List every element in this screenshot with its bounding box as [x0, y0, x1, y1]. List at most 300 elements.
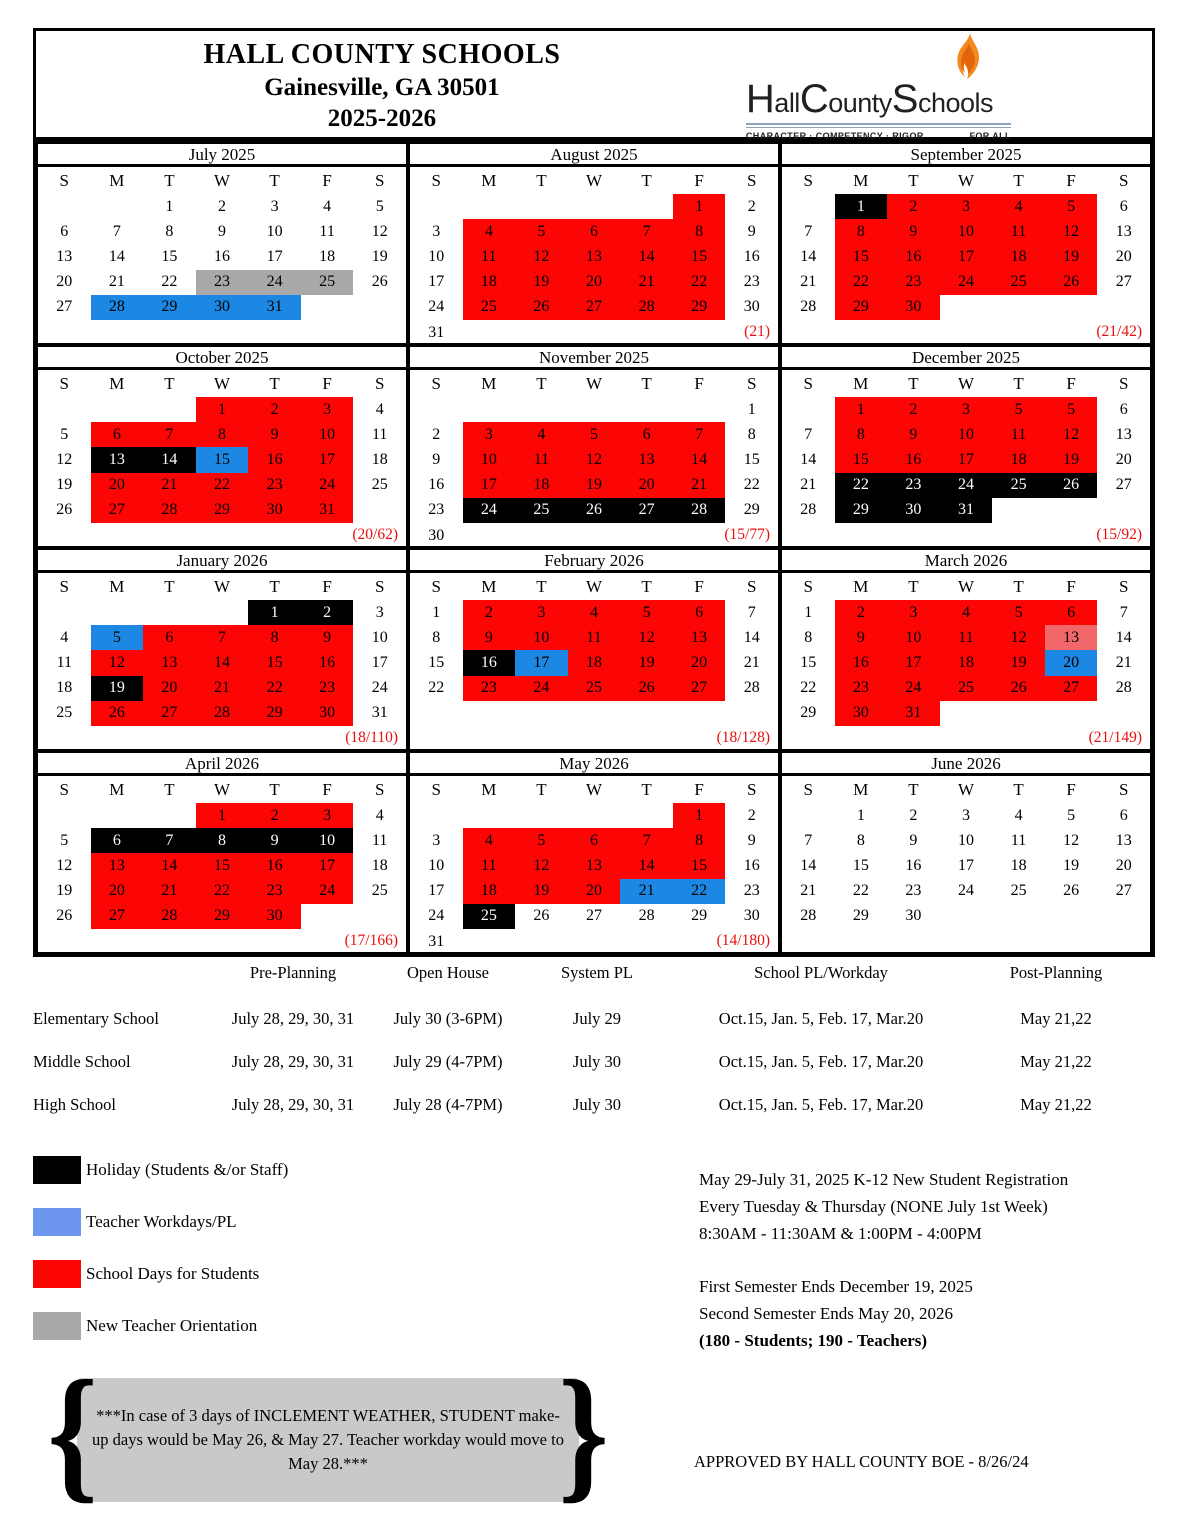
day-cell: 14 — [108, 247, 125, 265]
day-cell: 7 — [1119, 603, 1128, 621]
weekday-label: T — [1013, 780, 1024, 799]
day-cell: 28 — [800, 501, 817, 519]
day-grid — [38, 194, 406, 345]
day-cell: 20 — [568, 270, 621, 295]
day-cell: 16 — [213, 247, 230, 265]
day-cell — [835, 523, 888, 548]
day-cell: 19 — [91, 676, 144, 701]
day-cell: 24 — [301, 473, 354, 498]
day-cell: 18 — [940, 650, 993, 675]
day-cell — [515, 803, 568, 828]
day-cell: 22 — [196, 473, 249, 498]
legend-color-swatch — [33, 1208, 81, 1236]
day-cell: 19 — [1045, 244, 1098, 269]
day-cell — [463, 701, 516, 726]
month-panel-october-2025 — [36, 345, 408, 548]
day-cell: 15 — [673, 244, 726, 269]
day-cell: 30 — [905, 907, 922, 925]
inclement-weather-callout — [47, 1350, 609, 1517]
day-cell — [992, 904, 1045, 929]
schedule-column-header: School PL/Workday — [754, 963, 888, 982]
day-cell — [1045, 929, 1098, 954]
day-cell: 28 — [620, 295, 673, 320]
day-cell: 21 — [143, 879, 196, 904]
day-cell: 3 — [301, 397, 354, 422]
day-cell — [673, 701, 726, 726]
day-cell: 13 — [1115, 831, 1132, 849]
day-cell: 1 — [856, 806, 865, 824]
day-cell: 13 — [91, 447, 144, 472]
day-cell — [143, 600, 196, 625]
weekday-label: S — [1118, 577, 1129, 596]
day-cell: 31 — [887, 701, 940, 726]
logo-tagline: CHARACTER · COMPETENCY · RIGOR — [745, 131, 924, 141]
day-cell — [673, 320, 726, 345]
day-cell: 15 — [196, 853, 249, 878]
day-cell: 8 — [165, 222, 174, 240]
day-cell: 13 — [1115, 222, 1132, 240]
schedule-cell: Oct.15, Jan. 5, Feb. 17, Mar.20 — [718, 1008, 924, 1028]
weekday-label: T — [164, 577, 175, 596]
day-cell: 21 — [1115, 653, 1132, 671]
day-grid — [782, 803, 1150, 954]
day-totals-note: (180 - Students; 190 - Teachers) — [699, 1331, 928, 1350]
day-cell: 3 — [961, 806, 970, 824]
day-cell — [620, 803, 673, 828]
day-cell: 28 — [143, 498, 196, 523]
day-cell: 19 — [515, 270, 568, 295]
school-day-count: (21/42) — [1096, 323, 1142, 340]
weekday-header-row — [38, 370, 406, 397]
day-cell: 21 — [108, 273, 125, 291]
day-cell — [782, 929, 835, 954]
weekday-label: T — [1013, 577, 1024, 596]
day-cell: 15 — [428, 653, 445, 671]
day-cell — [887, 320, 940, 345]
day-cell: 27 — [56, 298, 73, 316]
day-cell — [940, 904, 993, 929]
schedule-row-label: High School — [33, 1094, 116, 1114]
day-cell — [835, 320, 888, 345]
day-cell: 29 — [835, 498, 888, 523]
school-day-count: (21) — [744, 323, 770, 340]
day-cell: 20 — [1045, 650, 1098, 675]
day-cell: 16 — [887, 447, 940, 472]
day-cell: 1 — [673, 194, 726, 219]
day-cell — [1045, 498, 1098, 523]
day-cell: 20 — [56, 273, 73, 291]
month-panel-january-2026 — [36, 548, 408, 751]
day-cell: 8 — [856, 831, 865, 849]
day-cell — [992, 726, 1045, 751]
day-cell: 28 — [91, 295, 144, 320]
day-cell: 29 — [196, 498, 249, 523]
schedule-cell: May 21,22 — [1020, 1008, 1092, 1028]
day-cell: 14 — [800, 450, 817, 468]
day-cell: 10 — [463, 447, 516, 472]
day-cell — [353, 904, 406, 929]
day-cell — [992, 523, 1045, 548]
day-cell: 12 — [371, 222, 388, 240]
day-cell: 21 — [800, 476, 817, 494]
day-cell: 15 — [673, 853, 726, 878]
day-cell: 12 — [56, 450, 73, 468]
month-title: November 2025 — [410, 347, 778, 370]
day-cell: 18 — [319, 247, 336, 265]
day-cell: 17 — [428, 882, 445, 900]
day-cell — [673, 397, 726, 422]
month-title: June 2026 — [782, 753, 1150, 776]
weekday-label: T — [536, 374, 547, 393]
day-cell: 3 — [432, 831, 441, 849]
day-cell: 16 — [743, 247, 760, 265]
weekday-label: F — [1066, 577, 1076, 596]
day-cell — [143, 803, 196, 828]
day-cell: 29 — [743, 501, 760, 519]
day-cell — [515, 726, 568, 751]
day-cell: 2 — [301, 600, 354, 625]
day-cell: 22 — [673, 270, 726, 295]
day-cell — [196, 523, 249, 548]
day-cell: 30 — [428, 526, 445, 544]
day-cell: 19 — [620, 650, 673, 675]
day-cell: 6 — [60, 222, 69, 240]
day-cell — [1097, 498, 1150, 523]
day-cell — [515, 194, 568, 219]
day-cell: 11 — [463, 853, 516, 878]
day-cell: 16 — [428, 476, 445, 494]
weekday-label: F — [1066, 374, 1076, 393]
day-cell: 6 — [568, 828, 621, 853]
day-cell: 5 — [568, 422, 621, 447]
day-cell: 24 — [940, 473, 993, 498]
day-cell: 19 — [56, 882, 73, 900]
day-cell: 4 — [568, 600, 621, 625]
day-cell — [568, 929, 621, 954]
weekday-label: F — [1066, 171, 1076, 190]
weekday-label: M — [109, 374, 125, 393]
day-cell: 6 — [1119, 806, 1128, 824]
month-title: January 2026 — [38, 550, 406, 573]
weekday-label: F — [322, 577, 332, 596]
day-cell: 21 — [620, 879, 673, 904]
day-cell — [515, 701, 568, 726]
weekday-header-row — [782, 573, 1150, 600]
day-cell: 26 — [533, 907, 550, 925]
day-cell: 21 — [800, 273, 817, 291]
day-cell: 27 — [1115, 273, 1132, 291]
day-cell — [38, 600, 91, 625]
school-day-count: (15/92) — [1096, 526, 1142, 543]
day-cell: 20 — [568, 879, 621, 904]
weekday-label: M — [481, 374, 497, 393]
weekday-label: F — [322, 780, 332, 799]
day-cell: 2 — [835, 600, 888, 625]
day-cell — [248, 320, 301, 345]
day-cell: 17 — [301, 853, 354, 878]
day-cell: 23 — [248, 879, 301, 904]
day-cell — [782, 726, 835, 751]
day-cell: 28 — [673, 498, 726, 523]
day-cell: 16 — [905, 856, 922, 874]
day-cell: 3 — [940, 194, 993, 219]
day-cell: 7 — [112, 222, 121, 240]
district-address: Gainesville, GA 30501 — [264, 74, 500, 101]
day-cell: 7 — [143, 422, 196, 447]
day-cell: 18 — [371, 450, 388, 468]
schedule-column-header: Pre-Planning — [249, 963, 337, 982]
day-cell: 19 — [56, 476, 73, 494]
day-cell — [568, 523, 621, 548]
weekday-label: F — [694, 577, 704, 596]
day-cell — [568, 803, 621, 828]
day-cell: 25 — [463, 295, 516, 320]
day-cell: 14 — [800, 247, 817, 265]
day-cell: 2 — [248, 397, 301, 422]
day-cell: 9 — [887, 219, 940, 244]
day-cell: 8 — [673, 828, 726, 853]
day-cell: 4 — [1014, 806, 1023, 824]
day-cell: 27 — [568, 295, 621, 320]
day-cell: 7 — [804, 831, 813, 849]
day-cell: 13 — [143, 650, 196, 675]
day-cell — [38, 194, 91, 219]
day-cell: 30 — [301, 701, 354, 726]
day-cell: 12 — [56, 856, 73, 874]
day-cell: 27 — [143, 701, 196, 726]
weekday-header-row — [410, 167, 778, 194]
day-cell — [782, 397, 835, 422]
day-cell — [620, 726, 673, 751]
day-cell: 9 — [301, 625, 354, 650]
day-cell — [782, 803, 835, 828]
day-cell — [463, 397, 516, 422]
day-cell: 18 — [56, 679, 73, 697]
schedule-column-header: Open House — [406, 963, 490, 982]
weekday-label: F — [694, 780, 704, 799]
day-cell: 11 — [940, 625, 993, 650]
day-cell: 23 — [743, 273, 760, 291]
day-cell: 22 — [428, 679, 445, 697]
day-cell — [248, 523, 301, 548]
weekday-label: M — [109, 577, 125, 596]
day-cell: 30 — [248, 498, 301, 523]
weekday-label: F — [1066, 780, 1076, 799]
day-cell — [782, 320, 835, 345]
school-day-count: (17/166) — [344, 932, 398, 949]
legend-item — [33, 1260, 663, 1288]
day-cell: 24 — [515, 676, 568, 701]
day-cell: 14 — [743, 628, 760, 646]
month-title: August 2025 — [410, 144, 778, 167]
day-cell: 10 — [515, 625, 568, 650]
day-cell: 9 — [248, 422, 301, 447]
day-cell: 5 — [60, 425, 69, 443]
day-cell — [410, 726, 463, 751]
day-cell — [1097, 295, 1150, 320]
weekday-label: T — [269, 780, 280, 799]
day-cell: 1 — [747, 400, 756, 418]
day-cell: 16 — [887, 244, 940, 269]
day-cell: 26 — [1045, 270, 1098, 295]
day-cell: 11 — [463, 244, 516, 269]
day-cell: 18 — [463, 270, 516, 295]
month-title: May 2026 — [410, 753, 778, 776]
day-cell: 14 — [143, 853, 196, 878]
day-cell: 26 — [371, 273, 388, 291]
district-name: HALL COUNTY SCHOOLS — [203, 39, 561, 70]
day-cell: 26 — [620, 676, 673, 701]
weekday-label: F — [694, 374, 704, 393]
day-cell: 2 — [887, 194, 940, 219]
day-cell — [620, 320, 673, 345]
weekday-label: W — [585, 780, 603, 799]
day-cell — [515, 397, 568, 422]
day-cell: 17 — [940, 447, 993, 472]
day-cell — [620, 194, 673, 219]
day-cell: 22 — [835, 270, 888, 295]
legend-item — [33, 1312, 663, 1340]
legend-color-swatch — [33, 1312, 81, 1340]
day-cell — [940, 701, 993, 726]
day-cell: 10 — [887, 625, 940, 650]
weekday-label: S — [1118, 374, 1129, 393]
logo-underline-2 — [746, 127, 1011, 128]
weekday-label: S — [374, 171, 385, 190]
day-cell — [143, 726, 196, 751]
weekday-label: S — [431, 374, 442, 393]
day-cell: 18 — [992, 244, 1045, 269]
day-cell: 3 — [940, 397, 993, 422]
day-cell — [301, 295, 354, 320]
schedule-cell: July 30 — [572, 1094, 622, 1114]
day-cell: 9 — [887, 422, 940, 447]
day-cell: 10 — [371, 628, 388, 646]
day-cell: 23 — [301, 676, 354, 701]
day-cell: 8 — [432, 628, 441, 646]
day-cell — [992, 498, 1045, 523]
day-cell: 29 — [143, 295, 196, 320]
day-cell: 14 — [673, 447, 726, 472]
approval-statement: APPROVED BY HALL COUNTY BOE - 8/26/24 — [694, 1452, 1029, 1471]
registration-note-line: Every Tuesday & Thursday (NONE July 1st Week) — [699, 1197, 1048, 1216]
weekday-header-row — [410, 776, 778, 803]
day-cell: 4 — [463, 828, 516, 853]
schedule-column-header: Post-Planning — [1009, 963, 1103, 982]
weekday-label: W — [585, 374, 603, 393]
day-cell — [940, 295, 993, 320]
day-cell: 15 — [835, 244, 888, 269]
day-cell — [38, 320, 91, 345]
day-cell — [143, 523, 196, 548]
school-year: 2025-2026 — [327, 105, 437, 132]
day-cell: 15 — [852, 856, 869, 874]
month-panel-may-2026 — [408, 751, 780, 954]
school-day-count: (21/149) — [1088, 729, 1142, 746]
day-cell: 25 — [1010, 882, 1027, 900]
day-cell: 8 — [673, 219, 726, 244]
weekday-label: S — [803, 577, 814, 596]
legend-label: Teacher Workdays/PL — [86, 1212, 237, 1231]
day-cell: 8 — [804, 628, 813, 646]
day-cell: 31 — [940, 498, 993, 523]
day-cell: 13 — [1045, 625, 1098, 650]
day-cell: 12 — [620, 625, 673, 650]
day-cell: 15 — [835, 447, 888, 472]
weekday-header-row — [782, 776, 1150, 803]
day-cell: 23 — [248, 473, 301, 498]
day-cell: 26 — [568, 498, 621, 523]
day-cell: 15 — [743, 450, 760, 468]
day-cell: 23 — [463, 676, 516, 701]
weekday-label: M — [853, 577, 869, 596]
day-cell: 8 — [196, 422, 249, 447]
day-cell: 21 — [743, 653, 760, 671]
day-cell: 7 — [747, 603, 756, 621]
day-cell: 20 — [1115, 856, 1132, 874]
legend-label: New Teacher Orientation — [86, 1316, 258, 1335]
day-cell: 10 — [428, 247, 445, 265]
day-cell — [992, 320, 1045, 345]
day-cell — [91, 397, 144, 422]
day-cell: 16 — [743, 856, 760, 874]
day-cell: 29 — [852, 907, 869, 925]
weekday-label: F — [694, 171, 704, 190]
day-cell: 27 — [91, 498, 144, 523]
day-cell — [568, 726, 621, 751]
day-cell — [38, 397, 91, 422]
schedule-header-spacer — [33, 963, 213, 997]
day-cell: 6 — [1045, 600, 1098, 625]
weekday-label: T — [269, 171, 280, 190]
day-cell: 12 — [1063, 831, 1080, 849]
day-cell: 24 — [463, 498, 516, 523]
day-cell — [992, 295, 1045, 320]
legend-label: Holiday (Students &/or Staff) — [86, 1160, 289, 1179]
schedule-cell: July 29 — [572, 1008, 622, 1028]
day-cell: 17 — [371, 653, 388, 671]
day-cell: 7 — [620, 219, 673, 244]
planning-schedule-table — [33, 963, 1155, 1126]
schedule-row-label: Elementary School — [33, 1008, 160, 1028]
day-cell: 6 — [673, 600, 726, 625]
day-cell — [620, 929, 673, 954]
day-cell: 24 — [371, 679, 388, 697]
day-cell — [782, 194, 835, 219]
day-cell: 24 — [428, 907, 445, 925]
day-cell: 29 — [248, 701, 301, 726]
day-cell: 27 — [1115, 476, 1132, 494]
day-cell: 12 — [1045, 422, 1098, 447]
day-cell — [38, 726, 91, 751]
logo-underline — [746, 123, 1011, 125]
day-cell: 3 — [887, 600, 940, 625]
day-cell: 5 — [620, 600, 673, 625]
day-cell: 20 — [1115, 450, 1132, 468]
school-day-count: (18/110) — [345, 729, 398, 746]
day-cell: 6 — [91, 828, 144, 853]
day-cell: 27 — [585, 907, 602, 925]
day-cell — [782, 523, 835, 548]
month-title: October 2025 — [38, 347, 406, 370]
day-cell — [38, 803, 91, 828]
day-cell: 14 — [196, 650, 249, 675]
day-cell: 21 — [196, 676, 249, 701]
weekday-header-row — [782, 370, 1150, 397]
day-cell: 13 — [568, 853, 621, 878]
day-cell — [940, 523, 993, 548]
day-cell — [463, 523, 516, 548]
